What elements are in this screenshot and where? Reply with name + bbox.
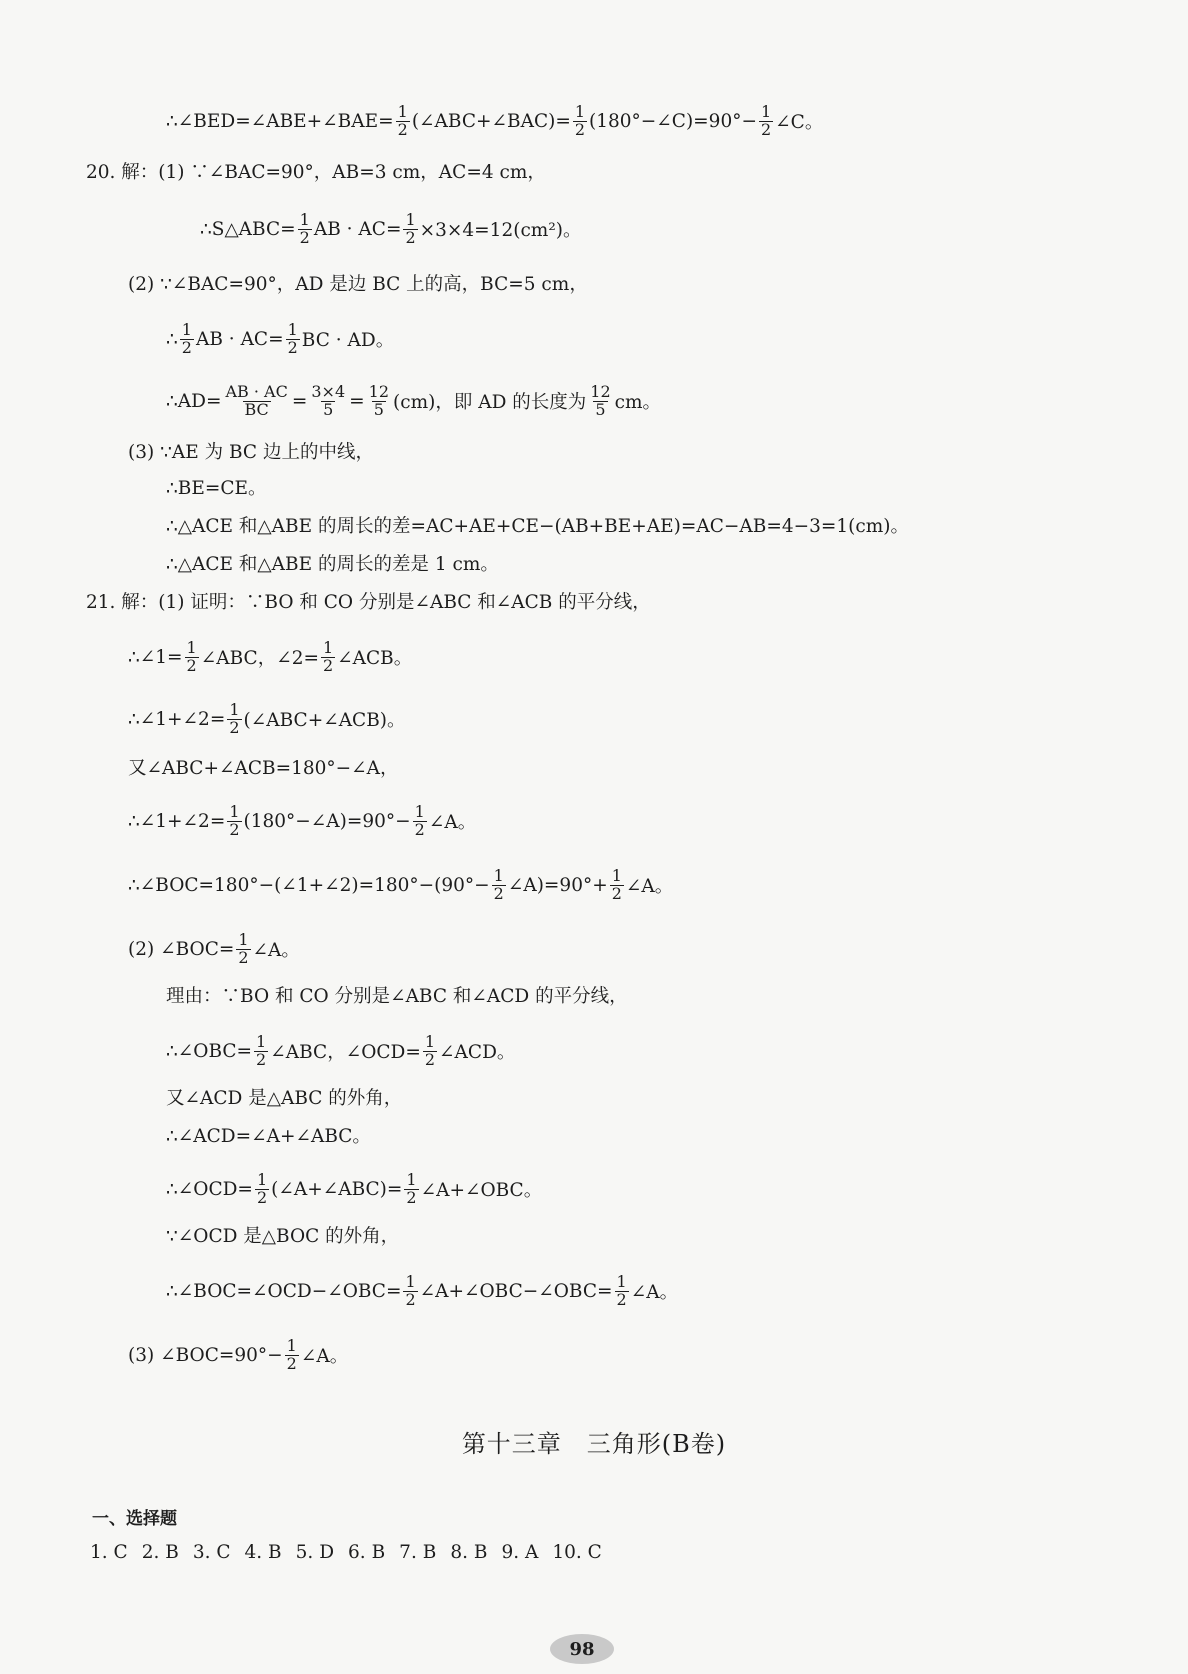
fraction (236, 932, 250, 967)
fraction (573, 104, 587, 139)
solution-line (128, 932, 300, 967)
text-segment: (180°−∠A)=90°− (243, 810, 411, 832)
fraction-numerator: 3×4 (311, 382, 346, 401)
solution-line (128, 438, 374, 464)
text-segment: ∠ABC，∠2= (200, 648, 319, 670)
text-segment: ∠ACD。 (439, 1042, 516, 1064)
text-segment: 又∠ACD 是△ABC 的外角， (166, 1088, 403, 1109)
text-segment: ∠A。 (252, 940, 300, 962)
text-segment: ∴∠OCD= (166, 1178, 253, 1200)
text-segment: (3) ∵AE 为 BC 边上的中线， (128, 442, 374, 463)
solution-line (128, 1338, 348, 1373)
page-number: 98 (550, 1634, 614, 1664)
fraction-denominator: 2 (229, 819, 240, 839)
fraction-numerator: 12 (590, 382, 611, 401)
text-segment: ∴∠1+∠2= (128, 810, 226, 832)
solution-line (166, 512, 909, 538)
fraction (413, 804, 427, 839)
section-heading: 一、选择题 (92, 1509, 177, 1529)
fraction-denominator: 2 (493, 883, 504, 903)
solution-line (86, 588, 651, 614)
fraction-numerator: 12 (368, 382, 389, 401)
fraction (759, 104, 773, 139)
fraction-denominator: 2 (414, 819, 425, 839)
text-segment: 理由：∵BO 和 CO 分别是∠ABC 和∠ACD 的平分线， (166, 986, 628, 1007)
text-segment: ∴S△ABC= (200, 218, 296, 240)
fraction-numerator: 1 (256, 1032, 267, 1051)
solution-line (166, 384, 661, 419)
fraction-denominator: 2 (760, 119, 772, 139)
fraction-denominator: 2 (299, 227, 310, 247)
fraction (227, 702, 241, 737)
fraction-denominator: 2 (181, 337, 192, 357)
solution-line (128, 804, 476, 839)
fraction-numerator: 1 (406, 1170, 417, 1189)
fraction-numerator: 1 (229, 802, 240, 821)
answer-list (90, 1542, 616, 1563)
solution-line (166, 104, 823, 139)
text-segment: ∴∠1+∠2= (128, 708, 226, 730)
fraction (396, 104, 410, 139)
text-segment: ∴∠1= (128, 646, 183, 668)
text-segment: ∠A+∠OBC−∠OBC= (419, 1280, 613, 1302)
fraction (321, 640, 335, 675)
solution-line (128, 640, 412, 675)
text-segment: ∴BE=CE。 (166, 478, 267, 499)
fraction-denominator: 2 (424, 1049, 436, 1069)
fraction (180, 322, 194, 357)
text-segment: (∠A+∠ABC)= (271, 1178, 403, 1200)
fraction-denominator: 2 (574, 119, 586, 139)
fraction-numerator: 1 (256, 1170, 268, 1189)
fraction-numerator: 1 (229, 700, 240, 719)
text-segment: ∴∠BOC=180°−(∠1+∠2)=180°−(90°− (128, 874, 490, 896)
text-segment: ×3×4=12(cm²)。 (419, 220, 582, 242)
solution-line (166, 1172, 542, 1207)
fraction-denominator: 2 (406, 1187, 417, 1207)
solution-line (166, 1084, 402, 1110)
fraction-numerator: 1 (405, 1272, 416, 1291)
fraction (223, 384, 289, 419)
fraction-denominator: 5 (595, 399, 606, 419)
fraction-numerator: 1 (181, 320, 192, 339)
solution-line (200, 212, 581, 247)
fraction (403, 1274, 417, 1309)
text-segment: ∠ABC，∠OCD= (270, 1042, 421, 1064)
answer-item: 4. B (244, 1542, 282, 1563)
chapter-title: 第十三章 三角形(B卷) (461, 1430, 727, 1458)
text-segment: = (291, 390, 308, 412)
fraction-numerator: 1 (760, 102, 772, 121)
fraction-numerator: 1 (616, 1272, 627, 1291)
answer-item: 5. D (295, 1542, 335, 1563)
fraction (285, 1338, 299, 1373)
answer-item: 1. C (90, 1542, 128, 1563)
fraction-numerator: 1 (322, 638, 334, 657)
text-segment: AB · AC= (195, 328, 284, 350)
fraction-numerator: 1 (574, 102, 586, 121)
fraction (286, 322, 300, 357)
fraction-numerator: AB · AC (225, 382, 288, 401)
answer-item: 2. B (141, 1542, 179, 1563)
text-segment: BC · AD。 (301, 330, 395, 352)
text-segment: AB · AC= (313, 218, 402, 240)
fraction (615, 1274, 629, 1309)
solution-line (166, 1222, 399, 1248)
text-segment: (cm)，即 AD 的长度为 (393, 392, 587, 414)
solution-line (128, 868, 673, 903)
solution-line (166, 1274, 678, 1309)
text-segment: ∠ACB。 (337, 648, 413, 670)
fraction-numerator: 1 (424, 1032, 436, 1051)
text-segment: ∴∠OBC= (166, 1040, 253, 1062)
fraction-denominator: 2 (611, 883, 622, 903)
fraction (492, 868, 506, 903)
fraction-denominator: 2 (238, 947, 249, 967)
solution-line (166, 474, 267, 500)
text-segment: ∴△ACE 和△ABE 的周长的差=AC+AE+CE−(AB+BE+AE)=AC−AB=4−3=1(cm)。 (166, 516, 909, 537)
answer-item: 6. B (348, 1542, 386, 1563)
fraction-denominator: 2 (397, 119, 408, 139)
fraction-numerator: 1 (405, 210, 416, 229)
answer-item: 8. B (450, 1542, 488, 1563)
text-segment: ∴∠ACD=∠A+∠ABC。 (166, 1126, 371, 1147)
fraction (588, 384, 612, 419)
fraction (423, 1034, 437, 1069)
text-segment: 又∠ABC+∠ACB=180°−∠A， (128, 758, 399, 779)
solution-line (166, 982, 628, 1008)
text-segment: ∠A。 (630, 1282, 679, 1304)
text-segment: = (349, 390, 365, 412)
fraction-denominator: 2 (256, 1049, 267, 1069)
fraction-numerator: 1 (299, 210, 310, 229)
text-segment: ∠A)=90°+ (507, 874, 608, 896)
fraction-numerator: 1 (186, 638, 197, 657)
text-segment: (∠ABC+∠BAC)= (411, 110, 571, 132)
answer-item: 7. B (399, 1542, 437, 1563)
solution-line (86, 158, 546, 184)
fraction-numerator: 1 (414, 802, 425, 821)
text-segment: 21. 解：(1) 证明：∵BO 和 CO 分别是∠ABC 和∠ACB 的平分线， (86, 592, 651, 613)
text-segment: ∠A。 (625, 876, 674, 898)
text-segment: ∴△ACE 和△ABE 的周长的差是 1 cm。 (166, 554, 499, 575)
text-segment: (180°−∠C)=90°− (589, 110, 757, 132)
fraction (309, 384, 347, 419)
fraction-numerator: 1 (493, 866, 504, 885)
fraction-numerator: 1 (238, 930, 249, 949)
answer-item: 3. C (192, 1542, 231, 1563)
fraction-denominator: 5 (373, 399, 384, 419)
fraction (254, 1034, 268, 1069)
solution-line (128, 702, 406, 737)
fraction-denominator: 5 (323, 399, 334, 419)
text-segment: 20. 解：(1) ∵∠BAC=90°，AB=3 cm，AC=4 cm， (86, 162, 546, 183)
fraction (255, 1172, 269, 1207)
text-segment: ∠A。 (428, 812, 477, 834)
fraction-numerator: 1 (611, 866, 622, 885)
fraction-numerator: 1 (397, 102, 408, 121)
solution-line (166, 1122, 371, 1148)
fraction-denominator: 2 (405, 227, 416, 247)
solution-line (128, 754, 399, 780)
answer-item: 9. A (501, 1542, 539, 1563)
fraction-numerator: 1 (286, 1336, 297, 1355)
fraction-denominator: 2 (616, 1289, 627, 1309)
text-segment: (2) ∠BOC= (128, 938, 235, 960)
answer-item: 10. C (552, 1542, 602, 1563)
text-segment: ∵∠OCD 是△BOC 的外角， (166, 1226, 400, 1247)
solution-line (166, 322, 394, 357)
fraction (367, 384, 391, 419)
text-segment: (3) ∠BOC=90°− (128, 1344, 283, 1366)
text-segment: ∠A+∠OBC。 (420, 1180, 543, 1202)
fraction-numerator: 1 (287, 320, 298, 339)
text-segment: (2) ∵∠BAC=90°，AD 是边 BC 上的高，BC=5 cm， (128, 274, 588, 295)
fraction (403, 212, 417, 247)
fraction-denominator: BC (244, 399, 269, 419)
text-segment: cm。 (614, 392, 662, 414)
fraction-denominator: 2 (229, 717, 240, 737)
solution-line (128, 270, 588, 296)
text-segment: ∴AD= (166, 390, 222, 412)
fraction-denominator: 2 (256, 1187, 268, 1207)
fraction (298, 212, 312, 247)
fraction (185, 640, 199, 675)
fraction-denominator: 2 (287, 337, 298, 357)
fraction-denominator: 2 (186, 655, 197, 675)
fraction-denominator: 2 (286, 1353, 297, 1373)
fraction-denominator: 2 (405, 1289, 416, 1309)
fraction-denominator: 2 (322, 655, 334, 675)
solution-line (166, 1034, 515, 1069)
fraction (404, 1172, 418, 1207)
solution-line (166, 550, 499, 576)
text-segment: (∠ABC+∠ACB)。 (243, 710, 406, 732)
text-segment: ∴∠BED=∠ABE+∠BAE= (166, 110, 394, 132)
text-segment: ∠C。 (775, 112, 824, 134)
text-segment: ∴∠BOC=∠OCD−∠OBC= (166, 1280, 402, 1302)
text-segment: ∠A。 (300, 1346, 349, 1368)
fraction (610, 868, 624, 903)
fraction (227, 804, 241, 839)
text-segment: ∴ (166, 328, 178, 350)
